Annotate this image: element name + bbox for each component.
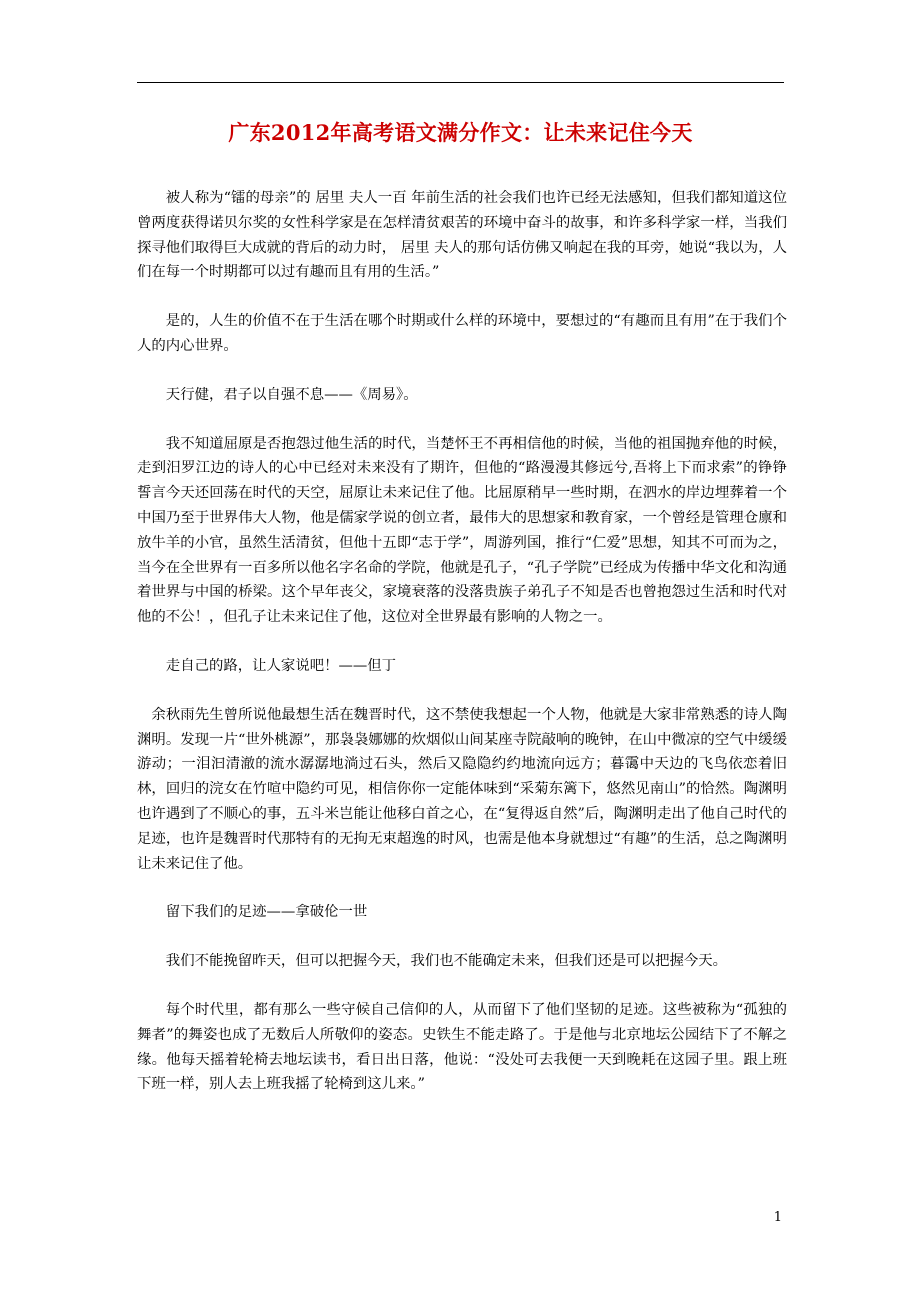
paragraph-1: 被人称为“镭的母亲”的 居里 夫人一百 年前生活的社会我们也许已经无法感知，但我们都知道这位曾两度获得诺贝尔奖的女性科学家是在怎样清贫艰苦的环境中奋斗的故事，和许多科学家一样，当我们探寻他们取得巨大成就的背后的动力时， 居里 夫人的那句话仿佛又响起在我的耳旁，她说“我以为，人们在每一个时期都可以过有趣而且有用的生活。” [137, 190, 787, 281]
document-body [137, 186, 787, 1121]
paragraph-tao-yuanming: 余秋雨先生曾所说他最想生活在魏晋时代，这不禁使我想起一个人物，他就是大家非常熟悉的诗人陶渊明。发现一片“世外桃源”，那袅袅娜娜的炊烟似山间某座寺院敲响的晚钟，在山中微凉的空气中缓缓游动；一泪汩清澈的流水潺潺地淌过石头，然后又隐隐约约地流向远方；暮霭中天边的飞鸟依恋着旧林，回归的浣女在竹喧中隐约可见，相信你你一定能体味到“采菊东篱下，悠然见南山”的恰然。陶渊明也许遇到了不顺心的事，五斗米岂能让他移白首之心，在“复得返自然”后，陶渊明走出了他自己时代的足迹，也许是魏晋时代那特有的无拘无束超逸的时风，也需是他本身就想过“有趣”的生活，总之陶渊明让未来记住了他。 [137, 706, 787, 872]
document-title: 广东2012年高考语文满分作文：让未来记住今天 [228, 120, 693, 145]
quote-napoleon: 留下我们的足迹——拿破伦一世 [165, 904, 368, 921]
quote-zhouyi: 天行健，君子以自强不息——《周易》。 [165, 386, 418, 403]
page-number: 1 [773, 1210, 782, 1225]
quote-dante: 走自己的路，让人家说吧！——但丁 [165, 657, 397, 674]
paragraph-grasp-today: 我们不能挽留昨天，但可以把握今天，我们也不能确定未来，但我们还是可以把握今天。 [165, 953, 728, 970]
header-rule [137, 82, 784, 83]
paragraph-quyuan-confucius: 我不知道屈原是否抱怨过他生活的时代，当楚怀王不再相信他的时候，当他的祖国抛弃他的时候，走到汨罗江边的诗人的心中已经对未来没有了期许，但他的“路漫漫其修远兮,吾将上下而求索”的铮铮誓言今天还回荡在时代的天空，屈原让未来记住了他。比屈原稍早一些时期，在泗水的岸边埋葬着一个中国乃至于世界伟大人物，他是儒家学说的创立者，最伟大的思想家和教育家，一个曾经是管理仓廪和放牛羊的小官，虽然生活清贫，但他十五即“志于学”，周游列国，推行“仁爱”思想，知其不可而为之，当今在全世界有一百多所以他名字名命的学院，他就是孔子，“孔子学院”已经成为传播中华文化和沟通着世界与中国的桥梁。这个早年丧父，家境衰落的没落贵族子弟孔子不知是否也曾抱怨过生活和时代对他的不公！，但孔子让未来记住了他，这位对全世界最有影响的人物之一。 [137, 435, 787, 626]
paragraph-2: 是的，人生的价值不在于生活在哪个时期或什么样的环境中，要想过的“有趣而且有用”在于我们个人的内心世界。 [137, 313, 787, 354]
paragraph-shi-tiesheng: 每个时代里，都有那么一些守候自己信仰的人，从而留下了他们坚韧的足迹。这些被称为“孤独的舞者”的舞姿也成了无数后人所敬仰的姿态。史铁生不能走路了。于是他与北京地坛公园结下了不解之缘。他每天摇着轮椅去地坛读书，看日出日落，他说：“没处可去我便一天到晚耗在这园子里。跟上班下班一样，别人去上班我摇了轮椅到这儿来。” [137, 1001, 787, 1093]
